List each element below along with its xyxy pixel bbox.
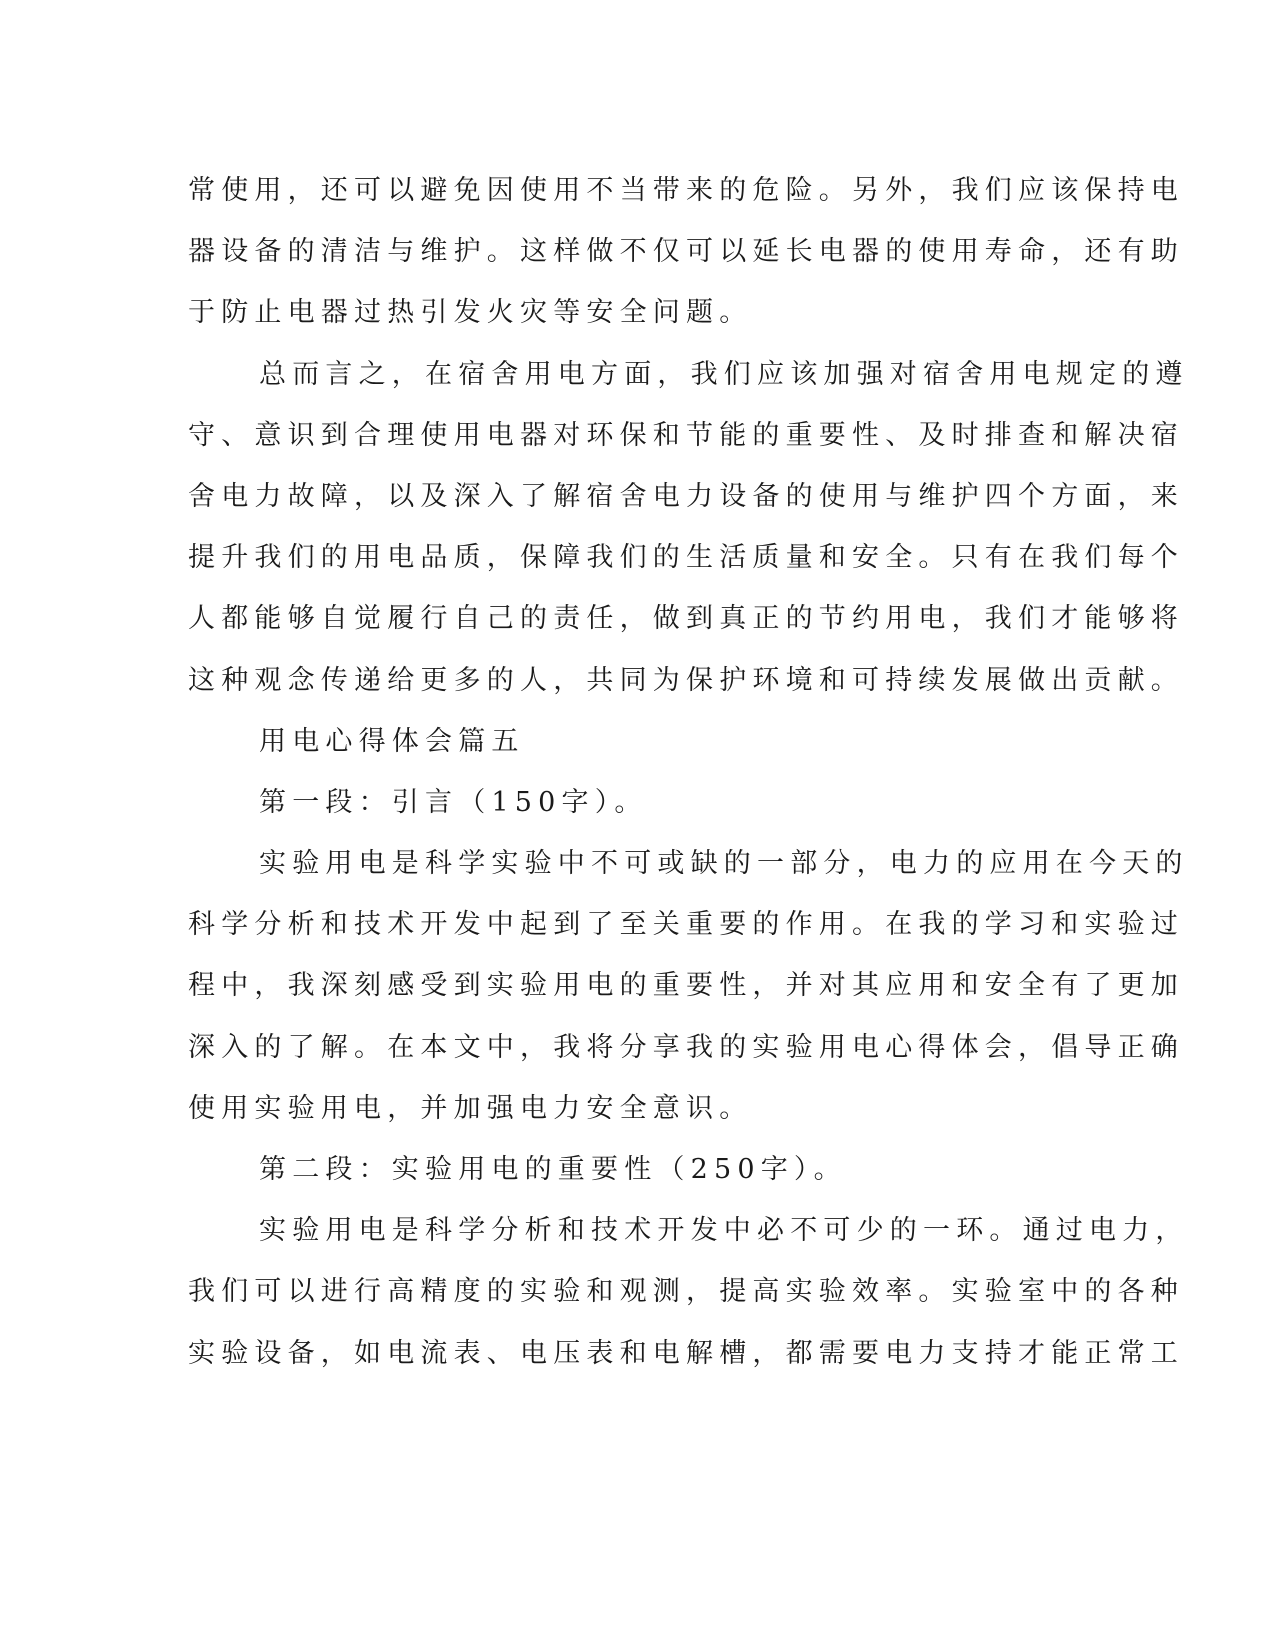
text-line: 器设备的清洁与维护。这样做不仅可以延长电器的使用寿命，还有助 xyxy=(188,236,1184,268)
text-line: 使用实验用电，并加强电力安全意识。 xyxy=(188,1092,753,1124)
text-line: 提升我们的用电品质，保障我们的生活质量和安全。只有在我们每个 xyxy=(188,542,1184,574)
text-line: 科学分析和技术开发中起到了至关重要的作用。在我的学习和实验过 xyxy=(188,909,1184,941)
text-line: 舍电力故障，以及深入了解宿舍电力设备的使用与维护四个方面，来 xyxy=(188,480,1184,512)
text-line: 守、意识到合理使用电器对环保和节能的重要性、及时排查和解决宿 xyxy=(188,419,1184,451)
text-line: 深入的了解。在本文中，我将分享我的实验用电心得体会，倡导正确 xyxy=(188,1031,1184,1063)
text-line: 于防止电器过热引发火灾等安全问题。 xyxy=(188,297,753,329)
section-title: 用电心得体会篇五 xyxy=(259,725,525,757)
document-page xyxy=(188,160,1189,1460)
text-line: 常使用，还可以避免因使用不当带来的危险。另外，我们应该保持电 xyxy=(188,175,1184,206)
paragraph-start-line: 实验用电是科学分析和技术开发中必不可少的一环。通过电力， xyxy=(259,1215,1189,1247)
subheading: 第一段：引言（150字）。 xyxy=(259,786,648,818)
text-line: 我们可以进行高精度的实验和观测，提高实验效率。实验室中的各种 xyxy=(188,1276,1184,1308)
subheading: 第二段：实验用电的重要性（250字）。 xyxy=(259,1154,847,1185)
text-line: 程中，我深刻感受到实验用电的重要性，并对其应用和安全有了更加 xyxy=(188,970,1184,1002)
text-line: 人都能够自觉履行自己的责任，做到真正的节约用电，我们才能够将 xyxy=(188,603,1184,635)
text-line: 实验设备，如电流表、电压表和电解槽，都需要电力支持才能正常工 xyxy=(188,1337,1184,1369)
paragraph-start-line: 实验用电是科学实验中不可或缺的一部分，电力的应用在今天的 xyxy=(259,848,1189,880)
text-line: 这种观念传递给更多的人，共同为保护环境和可持续发展做出贡献。 xyxy=(188,664,1184,696)
paragraph-start-line: 总而言之，在宿舍用电方面，我们应该加强对宿舍用电规定的遵 xyxy=(259,358,1189,390)
